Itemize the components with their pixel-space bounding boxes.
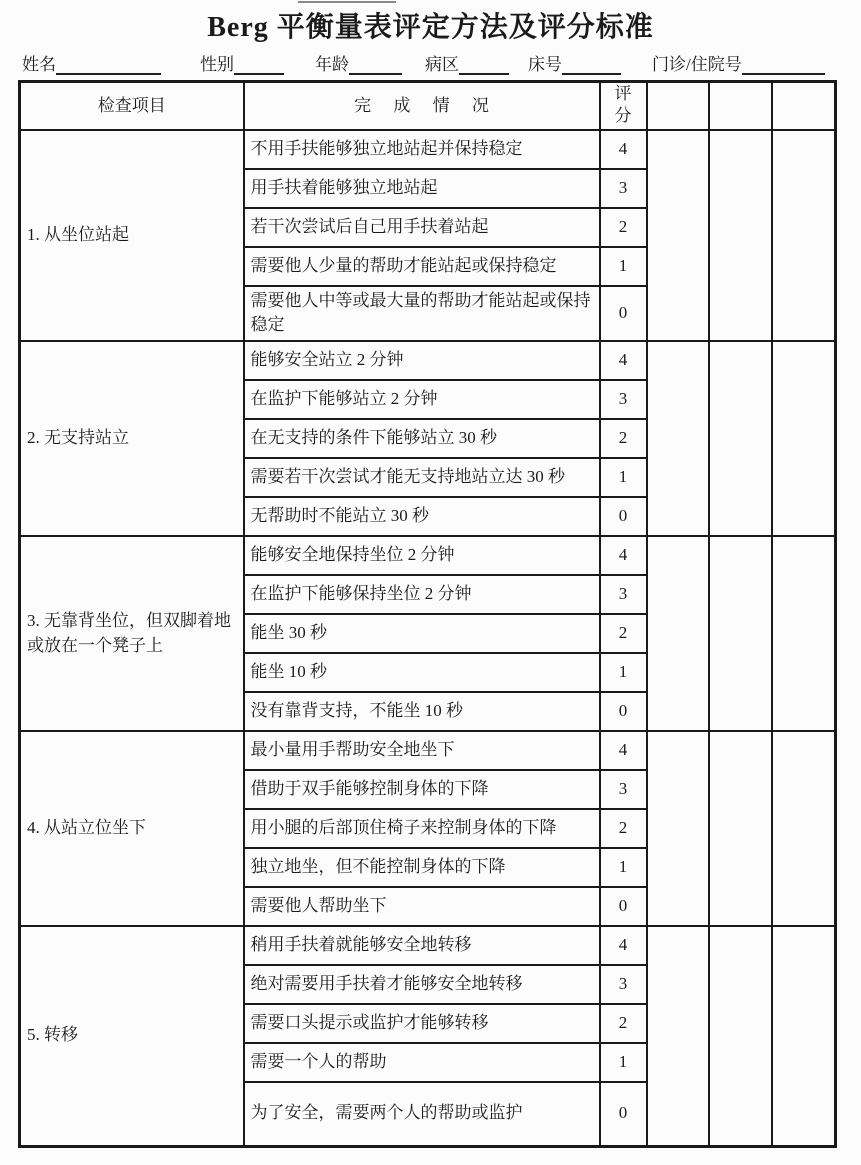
record-cell	[772, 341, 836, 536]
record-cell	[647, 130, 709, 341]
item-cell-1: 1. 从坐位站起	[20, 130, 244, 341]
completion-column-header: 完 成 情 况	[244, 82, 600, 130]
score-cell: 2	[600, 809, 647, 848]
record-header-cell	[647, 82, 709, 130]
score-cell: 0	[600, 887, 647, 926]
score-cell: 0	[600, 692, 647, 731]
score-cell: 3	[600, 169, 647, 208]
completion-cell: 不用手扶能够独立地站起并保持稳定	[244, 130, 600, 169]
field-ward-label: 病区	[425, 55, 459, 74]
score-column-header	[600, 82, 647, 130]
completion-cell: 能坐 10 秒	[244, 653, 600, 692]
field-bed-number-blank	[562, 55, 621, 75]
score-cell: 4	[600, 926, 647, 965]
score-column-header-text: 评分	[614, 84, 632, 126]
field-name-label: 姓名	[22, 55, 56, 74]
field-ward-blank	[459, 55, 509, 75]
completion-cell: 需要他人中等或最大量的帮助才能站起或保持稳定	[244, 286, 600, 341]
completion-cell: 能够安全地保持坐位 2 分钟	[244, 536, 600, 575]
completion-cell: 用小腿的后部顶住椅子来控制身体的下降	[244, 809, 600, 848]
score-cell: 0	[600, 1082, 647, 1146]
record-cell	[772, 926, 836, 1146]
record-cell	[772, 536, 836, 731]
score-cell: 0	[600, 286, 647, 341]
score-cell: 3	[600, 380, 647, 419]
score-cell: 1	[600, 1043, 647, 1082]
completion-cell: 独立地坐，但不能控制身体的下降	[244, 848, 600, 887]
item-cell-5: 5. 转移	[20, 926, 244, 1146]
record-cell	[772, 130, 836, 341]
patient-info-row	[0, 46, 861, 80]
score-cell: 1	[600, 458, 647, 497]
field-age	[315, 50, 402, 75]
completion-cell: 在监护下能够保持坐位 2 分钟	[244, 575, 600, 614]
completion-cell: 在监护下能够站立 2 分钟	[244, 380, 600, 419]
record-cell	[709, 926, 772, 1146]
score-cell: 1	[600, 848, 647, 887]
completion-cell: 最小量用手帮助安全地坐下	[244, 731, 600, 770]
record-cell	[647, 926, 709, 1146]
completion-cell: 绝对需要用手扶着才能够安全地转移	[244, 965, 600, 1004]
score-cell: 3	[600, 770, 647, 809]
item-cell-2: 2. 无支持站立	[20, 341, 244, 536]
record-cell	[709, 536, 772, 731]
field-gender-label: 性别	[200, 55, 234, 74]
field-visit-number-label: 门诊/住院号	[652, 55, 742, 74]
score-cell: 4	[600, 130, 647, 169]
score-cell: 2	[600, 419, 647, 458]
record-header-cell	[772, 82, 836, 130]
record-cell	[647, 341, 709, 536]
field-age-label: 年龄	[315, 55, 349, 74]
field-name-blank	[56, 55, 161, 75]
score-cell: 4	[600, 341, 647, 380]
field-visit-number	[652, 50, 825, 75]
score-cell: 4	[600, 731, 647, 770]
field-gender-blank	[234, 55, 284, 75]
field-name	[22, 50, 161, 75]
record-cell	[709, 731, 772, 926]
record-header-cell	[709, 82, 772, 130]
completion-cell: 需要他人少量的帮助才能站起或保持稳定	[244, 247, 600, 286]
item-column-header: 检查项目	[20, 82, 244, 130]
record-cell	[772, 731, 836, 926]
score-cell: 2	[600, 1004, 647, 1043]
completion-cell: 无帮助时不能站立 30 秒	[244, 497, 600, 536]
score-cell: 2	[600, 614, 647, 653]
scan-artifact-line	[298, 1, 396, 3]
page-title: Berg 平衡量表评定方法及评分标准	[207, 12, 654, 43]
berg-scale-table	[18, 80, 837, 1148]
field-age-blank	[349, 55, 402, 75]
completion-cell: 借助于双手能够控制身体的下降	[244, 770, 600, 809]
completion-cell: 需要若干次尝试才能无支持地站立达 30 秒	[244, 458, 600, 497]
field-bed-number-label: 床号	[528, 55, 562, 74]
score-cell: 1	[600, 247, 647, 286]
completion-cell: 在无支持的条件下能够站立 30 秒	[244, 419, 600, 458]
record-cell	[647, 731, 709, 926]
completion-cell: 能够安全站立 2 分钟	[244, 341, 600, 380]
record-cell	[709, 341, 772, 536]
score-cell: 3	[600, 575, 647, 614]
record-cell	[709, 130, 772, 341]
completion-cell: 稍用手扶着就能够安全地转移	[244, 926, 600, 965]
score-cell: 4	[600, 536, 647, 575]
completion-cell: 没有靠背支持，不能坐 10 秒	[244, 692, 600, 731]
completion-cell: 用手扶着能够独立地站起	[244, 169, 600, 208]
completion-cell: 需要一个人的帮助	[244, 1043, 600, 1082]
item-cell-4: 4. 从站立位坐下	[20, 731, 244, 926]
score-cell: 0	[600, 497, 647, 536]
field-gender	[200, 50, 284, 75]
completion-cell: 需要他人帮助坐下	[244, 887, 600, 926]
score-cell: 1	[600, 653, 647, 692]
completion-cell: 需要口头提示或监护才能够转移	[244, 1004, 600, 1043]
score-cell: 2	[600, 208, 647, 247]
completion-cell: 能坐 30 秒	[244, 614, 600, 653]
completion-cell: 若干次尝试后自己用手扶着站起	[244, 208, 600, 247]
record-cell	[647, 536, 709, 731]
field-bed-number	[528, 50, 621, 75]
completion-cell: 为了安全，需要两个人的帮助或监护	[244, 1082, 600, 1146]
score-cell: 3	[600, 965, 647, 1004]
field-ward	[425, 50, 509, 75]
item-cell-3: 3. 无靠背坐位，但双脚着地或放在一个凳子上	[20, 536, 244, 731]
field-visit-number-blank	[742, 55, 825, 75]
